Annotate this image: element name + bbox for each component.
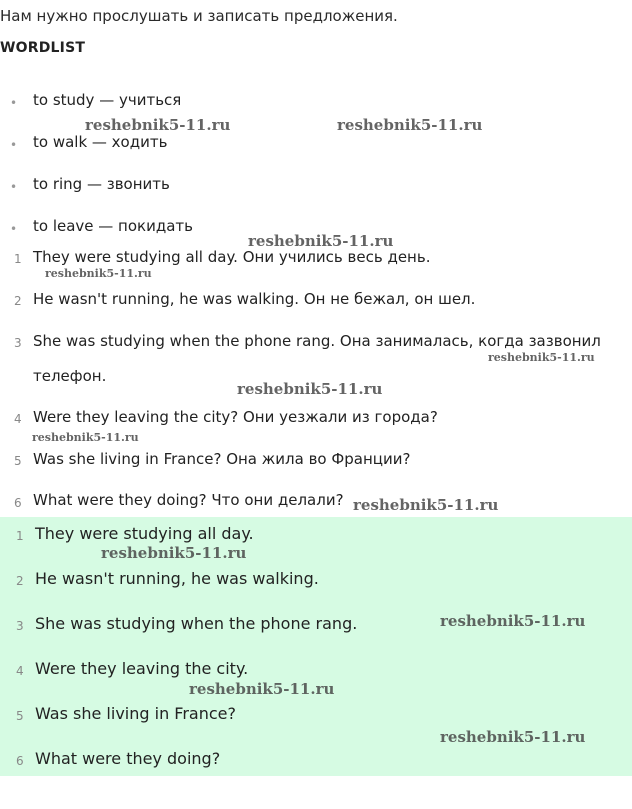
watermark: reshebnik5-11.ru xyxy=(237,380,383,398)
answer-number: 2 xyxy=(16,574,24,588)
answer-text: Was she living in France? xyxy=(35,704,236,723)
answer-number: 4 xyxy=(16,664,24,678)
intro-text: Нам нужно прослушать и записать предложения. xyxy=(0,7,398,25)
sentence-number: 2 xyxy=(14,294,22,308)
wordlist-heading: WORDLIST xyxy=(0,40,86,56)
sentence-text: What were they doing? Что они делали? xyxy=(33,491,344,509)
bullet-icon: • xyxy=(10,180,18,194)
answer-number: 6 xyxy=(16,754,24,768)
watermark: reshebnik5-11.ru xyxy=(488,351,595,364)
watermark: reshebnik5-11.ru xyxy=(45,267,152,280)
watermark: reshebnik5-11.ru xyxy=(440,612,586,630)
answer-text: Were they leaving the city. xyxy=(35,659,249,678)
watermark: reshebnik5-11.ru xyxy=(337,116,483,134)
wordlist-item: to walk — ходить xyxy=(33,133,168,151)
answer-text: He wasn't running, he was walking. xyxy=(35,569,319,588)
answer-text: She was studying when the phone rang. xyxy=(35,614,358,633)
watermark: reshebnik5-11.ru xyxy=(32,431,139,444)
bullet-icon: • xyxy=(10,138,18,152)
answer-number: 1 xyxy=(16,529,24,543)
sentence-text-continuation: телефон. xyxy=(33,367,107,385)
wordlist-item: to ring — звонить xyxy=(33,175,170,193)
watermark: reshebnik5-11.ru xyxy=(189,680,335,698)
bullet-icon: • xyxy=(10,96,18,110)
sentence-number: 5 xyxy=(14,454,22,468)
sentence-number: 6 xyxy=(14,496,22,510)
wordlist-item: to study — учиться xyxy=(33,91,182,109)
watermark: reshebnik5-11.ru xyxy=(85,116,231,134)
sentence-number: 3 xyxy=(14,336,22,350)
watermark: reshebnik5-11.ru xyxy=(101,544,247,562)
answer-text: They were studying all day. xyxy=(35,524,254,543)
answer-text: What were they doing? xyxy=(35,749,221,768)
answer-number: 3 xyxy=(16,619,24,633)
bullet-icon: • xyxy=(10,222,18,236)
sentence-text: Were they leaving the city? Они уезжали из города? xyxy=(33,408,438,426)
sentence-number: 1 xyxy=(14,252,22,266)
sentence-text: Was she living in France? Она жила во Франции? xyxy=(33,450,411,468)
watermark: reshebnik5-11.ru xyxy=(353,496,499,514)
wordlist-item: to leave — покидать xyxy=(33,217,193,235)
watermark: reshebnik5-11.ru xyxy=(248,232,394,250)
watermark: reshebnik5-11.ru xyxy=(440,728,586,746)
sentence-text: She was studying when the phone rang. Она занималась, когда зазвонил xyxy=(33,332,601,350)
sentence-number: 4 xyxy=(14,412,22,426)
answer-number: 5 xyxy=(16,709,24,723)
sentence-text: They were studying all day. Они учились весь день. xyxy=(33,248,431,266)
sentence-text: He wasn't running, he was walking. Он не бежал, он шел. xyxy=(33,290,476,308)
